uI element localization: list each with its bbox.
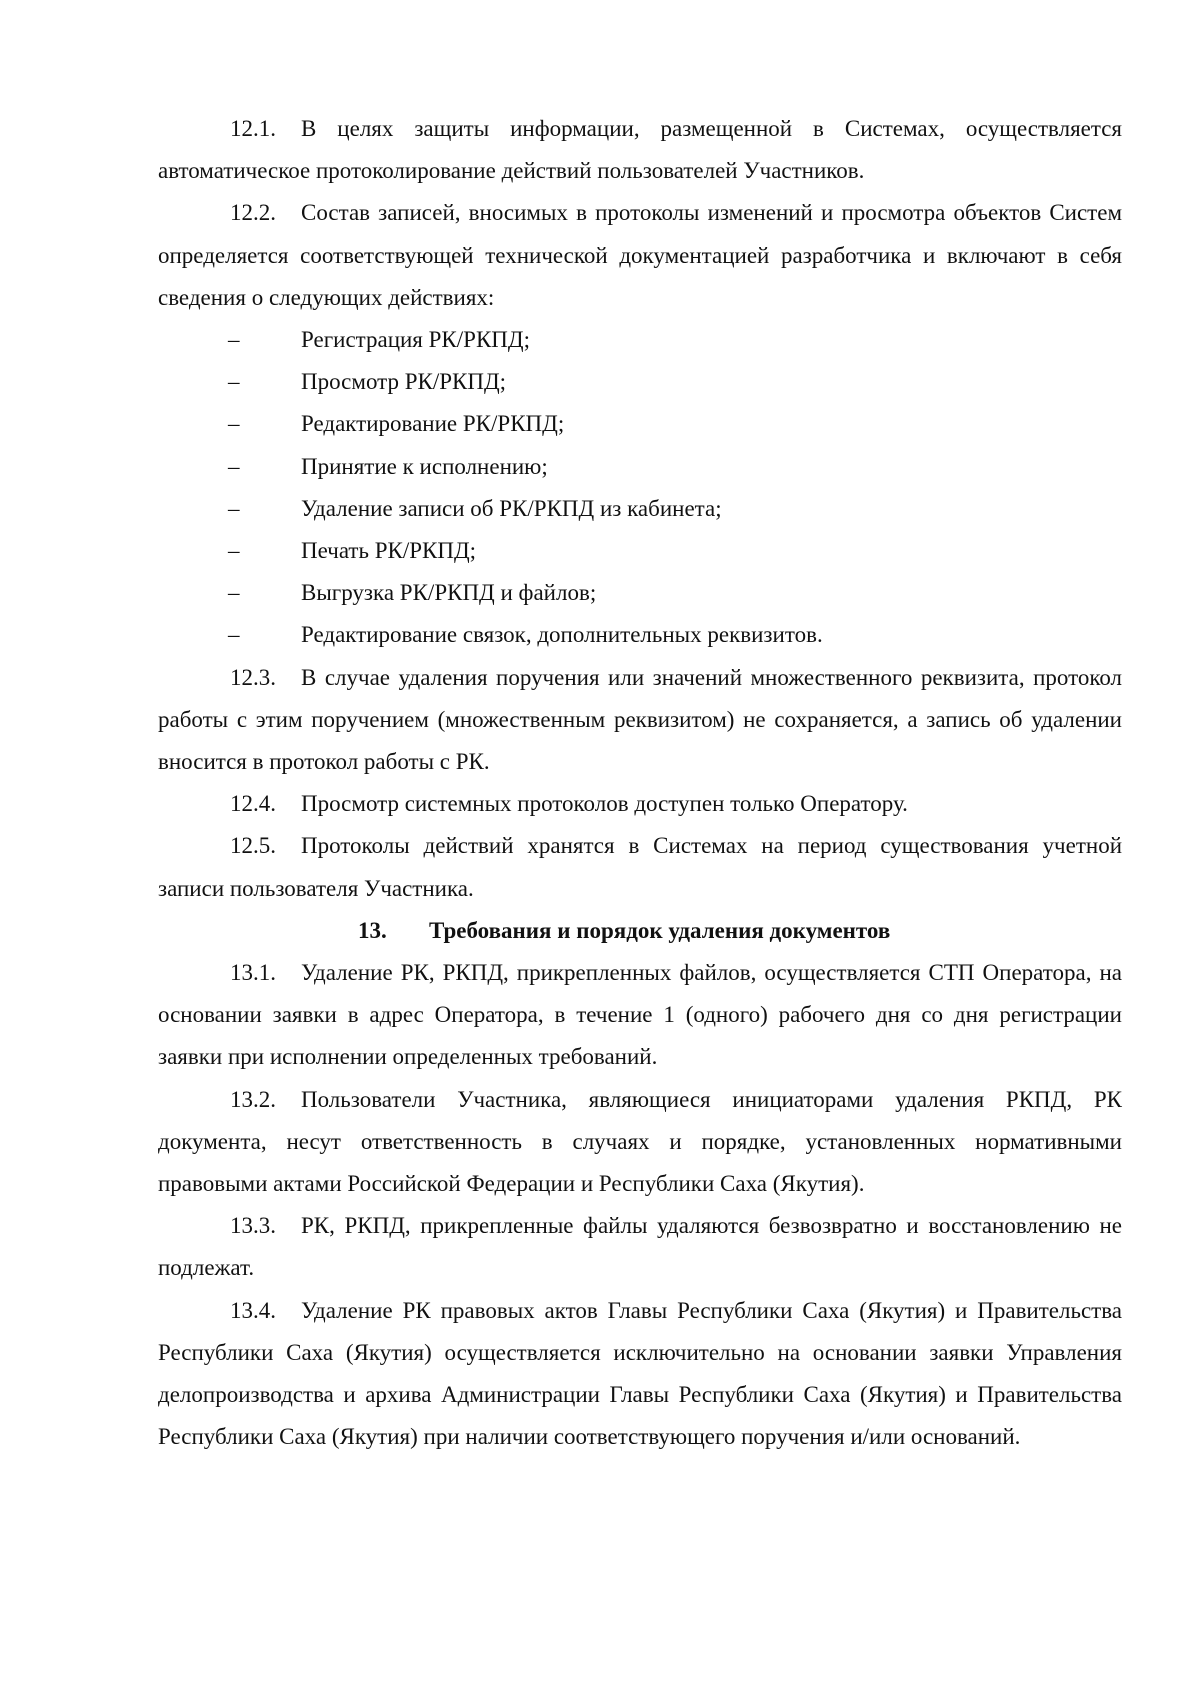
document-page	[158, 108, 1122, 1459]
paragraph-number: 12.1.	[230, 116, 276, 141]
paragraph-text: В целях защиты информации, размещенной в Системах, осуществляется автоматическое протоколирование действий пользователей Участников.	[158, 116, 1122, 184]
paragraph-text: Удаление РК правовых актов Главы Республики Саха (Якутия) и Правительства Республики Саха (Якутия) осуществляется исключительно на основании заявки Управления делопроизводства и архива Администрации Главы Республики Саха (Якутия) и Правительства Республики Саха (Якутия) при наличии соответствующего поручения и/или оснований.	[158, 1297, 1122, 1450]
paragraph-12-2	[158, 192, 1122, 319]
dash-marker: –	[228, 495, 240, 521]
paragraph-text: Протоколы действий хранятся в Системах на период существования учетной записи пользователя Участника.	[158, 833, 1122, 901]
section-heading-13	[158, 910, 1122, 952]
paragraph-number: 12.2.	[230, 200, 276, 226]
dash-marker: –	[228, 327, 240, 353]
paragraph-text: Пользователи Участника, являющиеся инициаторами удаления РКПД, РК документа, несут ответственность в случаях и порядке, установленных нормативными правовыми актами Российской Федерации и Республики Саха (Якутия).	[158, 1086, 1122, 1197]
paragraph-number: 12.4.	[230, 791, 276, 817]
paragraph-number: 13.4.	[230, 1297, 276, 1323]
paragraph-13-1	[158, 952, 1122, 1079]
paragraph-12-4	[158, 783, 1122, 825]
list-item: – Выгрузка РК/РКПД и файлов;	[158, 572, 1122, 614]
paragraph-13-2	[158, 1079, 1122, 1206]
dash-marker: –	[228, 453, 240, 479]
dash-marker: –	[228, 580, 240, 606]
paragraph-number: 13.1.	[230, 960, 276, 986]
paragraph-text: Состав записей, вносимых в протоколы изменений и просмотра объектов Систем определяется соответствующей технической документацией разработчика и включают в себя сведения о следующих действиях:	[158, 200, 1122, 310]
list-item: – Редактирование РК/РКПД;	[158, 403, 1122, 445]
paragraph-text: Удаление РК, РКПД, прикрепленных файлов, осуществляется СТП Оператора, на основании заявки в адрес Оператора, в течение 1 (одного) рабочего дня со дня регистрации заявки при исполнении определенных требований.	[158, 960, 1122, 1070]
list-item: – Печать РК/РКПД;	[158, 530, 1122, 572]
list-item: – Регистрация РК/РКПД;	[158, 319, 1122, 361]
paragraph-number: 13.2.	[230, 1086, 276, 1112]
actions-list	[158, 319, 1122, 657]
dash-marker: –	[228, 369, 240, 395]
dash-marker: –	[228, 411, 240, 437]
paragraph-number: 12.5.	[230, 833, 276, 859]
list-item: – Просмотр РК/РКПД;	[158, 361, 1122, 403]
dash-marker: –	[228, 538, 240, 564]
paragraph-text: В случае удаления поручения или значений множественного реквизита, протокол работы с этим поручением (множественным реквизитом) не сохраняется, а запись об удалении вносится в протокол работы с РК.	[158, 664, 1122, 775]
dash-marker: –	[228, 622, 240, 648]
list-item: – Принятие к исполнению;	[158, 446, 1122, 488]
paragraph-12-5	[158, 825, 1122, 909]
section-title: Требования и порядок удаления документов	[429, 917, 891, 943]
paragraph-text: РК, РКПД, прикрепленные файлы удаляются безвозвратно и восстановлению не подлежат.	[158, 1213, 1122, 1281]
list-item: – Удаление записи об РК/РКПД из кабинета;	[158, 488, 1122, 530]
paragraph-12-3	[158, 657, 1122, 784]
paragraph-13-3	[158, 1205, 1122, 1289]
paragraph-text: Просмотр системных протоколов доступен только Оператору.	[301, 791, 908, 817]
list-item: – Редактирование связок, дополнительных реквизитов.	[158, 614, 1122, 656]
paragraph-12-1	[158, 108, 1122, 192]
paragraph-number: 12.3.	[230, 664, 276, 690]
paragraph-13-4	[158, 1290, 1122, 1459]
section-number: 13.	[358, 917, 387, 943]
paragraph-number: 13.3.	[230, 1213, 276, 1239]
